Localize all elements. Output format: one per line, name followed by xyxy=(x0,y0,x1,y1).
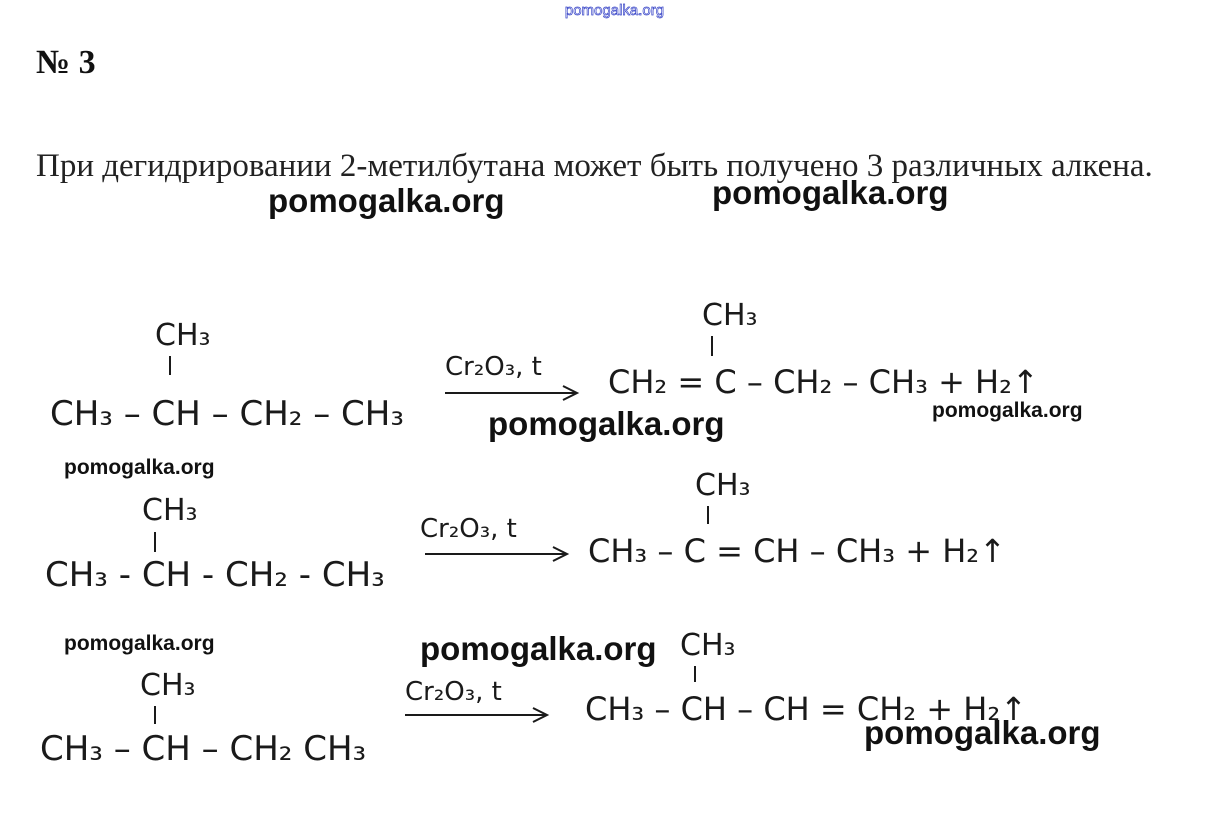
intro-text: При дегидрировании 2-метилбутана может быть получено 3 различных алкена. xyxy=(36,148,1153,184)
watermark-5: pomogalka.org xyxy=(64,456,215,479)
top-watermark: pomogalka.org xyxy=(564,2,665,19)
watermark-2: pomogalka.org xyxy=(712,174,949,211)
eq3-reactant: CH₃ – CH – CH₂ CH₃ xyxy=(40,729,367,769)
eq1-product-branch: CH₃ xyxy=(702,298,758,333)
watermark-4: pomogalka.org xyxy=(932,399,1083,422)
watermark-3: pomogalka.org xyxy=(488,405,725,442)
task-number: № 3 xyxy=(36,44,96,81)
watermark-8: pomogalka.org xyxy=(864,714,1101,751)
eq2-condition: Cr₂O₃, t xyxy=(420,514,517,544)
eq1-condition: Cr₂O₃, t xyxy=(445,352,542,382)
watermark-6: pomogalka.org xyxy=(64,632,215,655)
eq1-product: CH₂ = C – CH₂ – CH₃ + H₂↑ xyxy=(608,363,1039,401)
eq3-condition: Cr₂O₃, t xyxy=(405,677,502,707)
eq2-branch: CH₃ xyxy=(142,493,198,528)
eq3-product: CH₃ – CH – CH = CH₂ + H₂↑ xyxy=(585,690,1027,728)
equation-2 xyxy=(45,468,1006,595)
eq2-product-branch: CH₃ xyxy=(695,468,751,503)
watermark-1: pomogalka.org xyxy=(268,182,505,219)
eq3-branch: CH₃ xyxy=(140,668,196,703)
watermark-7: pomogalka.org xyxy=(420,630,657,667)
eq1-reactant: CH₃ – CH – CH₂ – CH₃ xyxy=(50,394,404,434)
eq2-product: CH₃ – C = CH – CH₃ + H₂↑ xyxy=(588,532,1006,570)
eq2-reactant: CH₃ - CH - CH₂ - CH₃ xyxy=(45,555,385,595)
eq3-product-branch: CH₃ xyxy=(680,628,736,663)
eq1-branch: CH₃ xyxy=(155,318,211,353)
